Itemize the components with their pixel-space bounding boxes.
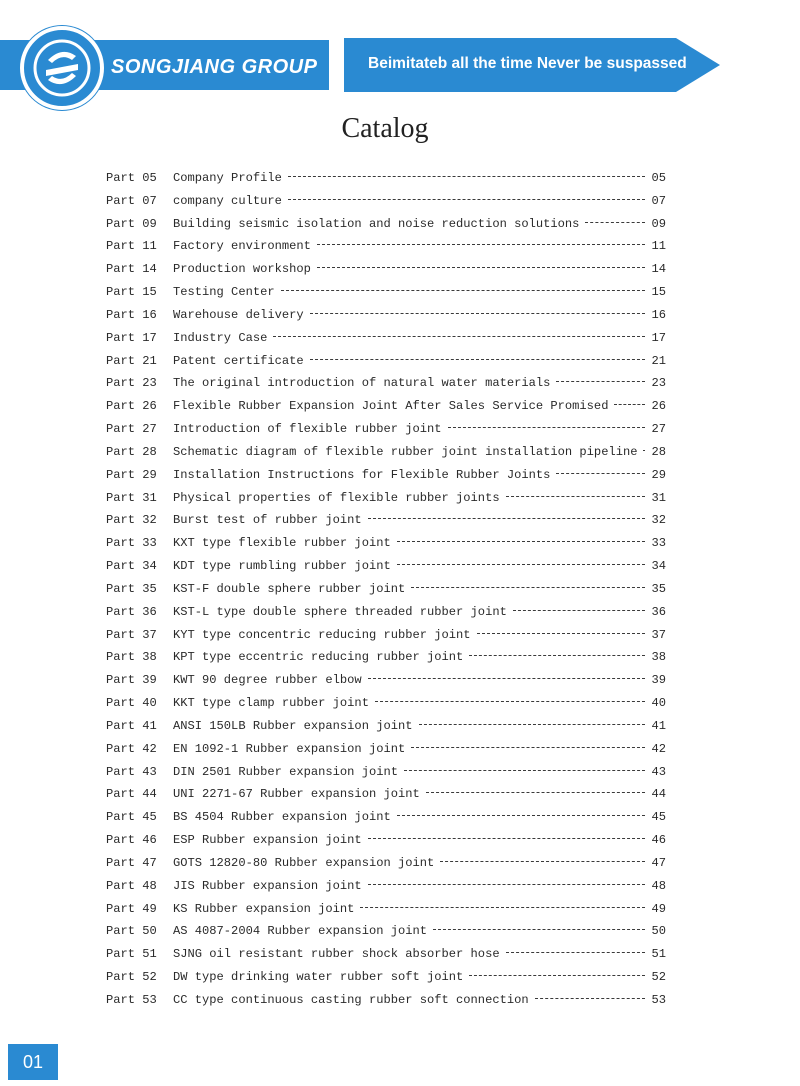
toc-entry-leader	[368, 513, 646, 523]
toc-entry-leader	[368, 879, 646, 889]
toc-entry[interactable]	[106, 582, 666, 605]
toc-entry-title: KWT 90 degree rubber elbow	[173, 673, 362, 688]
toc-entry-title: Building seismic isolation and noise reduction solutions	[173, 216, 580, 231]
toc-entry-leader	[310, 354, 646, 364]
toc-entry[interactable]	[106, 696, 666, 719]
toc-entry-part: Part 40	[106, 696, 157, 711]
toc-entry-page: 05	[651, 171, 666, 185]
toc-entry[interactable]	[106, 285, 666, 308]
toc-entry-leader	[556, 376, 645, 386]
toc-entry[interactable]	[106, 810, 666, 833]
toc-entry-title: EN 1092-1 Rubber expansion joint	[173, 741, 406, 756]
toc-entry-title: ESP Rubber expansion joint	[173, 833, 362, 848]
toc-entry-page: 50	[651, 924, 666, 939]
toc-entry-page: 16	[651, 307, 666, 322]
toc-entry-part: Part 31	[106, 490, 157, 505]
toc-entry-title: company culture	[173, 193, 282, 208]
page-number-badge: 01	[8, 1044, 58, 1080]
toc-entry[interactable]	[106, 376, 666, 399]
toc-entry-title: Patent certificate	[173, 353, 304, 368]
toc-entry-leader	[614, 399, 645, 409]
toc-entry-part: Part 05	[106, 171, 157, 185]
toc-entry-page: 51	[651, 947, 666, 962]
toc-entry-title: SJNG oil resistant rubber shock absorber hose	[173, 947, 500, 962]
toc-entry-page: 43	[651, 764, 666, 779]
toc-entry[interactable]	[106, 879, 666, 902]
toc-entry[interactable]	[106, 628, 666, 651]
toc-entry-title: Introduction of flexible rubber joint	[173, 422, 442, 437]
toc-entry-leader	[310, 308, 646, 318]
toc-entry-leader	[317, 239, 646, 249]
toc-entry[interactable]	[106, 513, 666, 536]
toc-entry-leader	[506, 491, 646, 501]
toc-entry-title: Production workshop	[173, 262, 311, 277]
toc-entry-part: Part 21	[106, 353, 157, 368]
toc-entry-page: 46	[651, 833, 666, 848]
toc-entry[interactable]	[106, 559, 666, 582]
toc-entry-page: 26	[651, 399, 666, 414]
toc-entry-part: Part 17	[106, 330, 157, 345]
slogan-band	[344, 38, 720, 92]
slogan-text: Beimitateb all the time Never be suspassed	[368, 55, 687, 72]
toc-entry-page: 31	[651, 490, 666, 505]
toc-entry-title: KKT type clamp rubber joint	[173, 696, 369, 711]
toc-entry[interactable]	[106, 491, 666, 514]
toc-entry-title: KST-L type double sphere threaded rubber joint	[173, 604, 507, 619]
toc-entry-page: 41	[651, 718, 666, 733]
toc-entry-leader	[556, 468, 645, 478]
toc-entry-page: 23	[651, 376, 666, 391]
toc-entry-page: 44	[651, 787, 666, 802]
toc-entry-leader	[368, 673, 646, 683]
toc-entry-leader	[288, 171, 646, 181]
toc-entry[interactable]	[106, 354, 666, 377]
toc-entry[interactable]	[106, 833, 666, 856]
toc-entry-part: Part 49	[106, 901, 157, 916]
toc-entry-leader	[288, 194, 646, 204]
toc-entry[interactable]	[106, 924, 666, 947]
toc-entry-title: Factory environment	[173, 239, 311, 254]
toc-entry[interactable]	[106, 468, 666, 491]
toc-entry-title: ANSI 150LB Rubber expansion joint	[173, 718, 413, 733]
toc-entry-leader	[585, 217, 645, 227]
toc-entry-leader	[440, 856, 645, 866]
toc-entry-leader	[375, 696, 646, 706]
toc-entry[interactable]	[106, 331, 666, 354]
toc-entry-part: Part 41	[106, 718, 157, 733]
toc-entry-part: Part 28	[106, 444, 157, 459]
toc-entry-title: KST-F double sphere rubber joint	[173, 581, 406, 596]
toc-entry-title: Physical properties of flexible rubber joints	[173, 490, 500, 505]
toc-entry[interactable]	[106, 605, 666, 628]
toc-entry-leader	[273, 331, 645, 341]
toc-entry-leader	[535, 993, 646, 1003]
toc-entry-page: 29	[651, 467, 666, 482]
toc-entry-title: The original introduction of natural water materials	[173, 376, 551, 391]
toc-entry-title: GOTS 12820-80 Rubber expansion joint	[173, 855, 435, 870]
toc-entry[interactable]	[106, 422, 666, 445]
toc-entry[interactable]	[106, 194, 666, 217]
toc-entry-part: Part 29	[106, 467, 157, 482]
toc-entry[interactable]	[106, 787, 666, 810]
toc-entry-leader	[419, 719, 646, 729]
toc-entry-title: Warehouse delivery	[173, 307, 304, 322]
toc-entry[interactable]	[106, 536, 666, 559]
toc-entry-page: 49	[651, 901, 666, 916]
toc-entry-title: UNI 2271-67 Rubber expansion joint	[173, 787, 420, 802]
toc-entry-title: KDT type rumbling rubber joint	[173, 559, 391, 574]
toc-entry-page: 39	[651, 673, 666, 688]
songjiang-logo-icon	[20, 26, 104, 110]
toc-entry-part: Part 39	[106, 673, 157, 688]
toc-entry-page: 09	[651, 216, 666, 231]
toc-entry-part: Part 43	[106, 764, 157, 779]
toc-entry-page: 48	[651, 878, 666, 893]
toc-entry-page: 21	[651, 353, 666, 368]
toc-entry-title: BS 4504 Rubber expansion joint	[173, 810, 391, 825]
toc-entry-title: Flexible Rubber Expansion Joint After Sales Service Promised	[173, 399, 609, 414]
toc-entry-title: Testing Center	[173, 285, 275, 300]
toc-entry-part: Part 14	[106, 262, 157, 277]
toc-entry-part: Part 15	[106, 285, 157, 300]
toc-entry[interactable]	[106, 856, 666, 879]
toc-entry-part: Part 35	[106, 581, 157, 596]
toc-entry-page: 35	[651, 581, 666, 596]
toc-entry[interactable]	[106, 970, 666, 993]
toc-entry[interactable]	[106, 171, 666, 194]
toc-entry-leader	[281, 285, 646, 295]
toc-entry-leader	[397, 810, 646, 820]
toc-entry[interactable]	[106, 673, 666, 696]
toc-entry-part: Part 36	[106, 604, 157, 619]
toc-entry-part: Part 45	[106, 810, 157, 825]
brand-name: SONGJIANG GROUP	[111, 56, 318, 78]
toc-entry-page: 47	[651, 855, 666, 870]
toc-entry-leader	[404, 765, 646, 775]
toc-entry-part: Part 52	[106, 969, 157, 984]
toc-entry-part: Part 44	[106, 787, 157, 802]
toc-entry[interactable]	[106, 399, 666, 422]
toc-entry-part: Part 50	[106, 924, 157, 939]
toc-entry-leader	[643, 445, 645, 455]
toc-entry-page: 34	[651, 559, 666, 574]
toc-entry-part: Part 37	[106, 627, 157, 642]
toc-entry-part: Part 42	[106, 741, 157, 756]
toc-entry-leader	[397, 559, 646, 569]
toc-entry-leader	[317, 262, 646, 272]
toc-entry[interactable]	[106, 742, 666, 765]
toc-entry-part: Part 34	[106, 559, 157, 574]
toc-entry-part: Part 09	[106, 216, 157, 231]
toc-entry[interactable]	[106, 262, 666, 285]
toc-entry-leader	[469, 650, 645, 660]
toc-entry-leader	[411, 742, 645, 752]
toc-entry-page: 32	[651, 513, 666, 528]
toc-entry-part: Part 16	[106, 307, 157, 322]
toc-entry-page: 42	[651, 741, 666, 756]
toc-entry-part: Part 33	[106, 536, 157, 551]
toc-entry-page: 14	[651, 262, 666, 277]
toc-entry-leader	[426, 787, 646, 797]
toc-entry-title: DW type drinking water rubber soft joint	[173, 969, 464, 984]
toc-entry[interactable]	[106, 308, 666, 331]
toc-entry-title: Installation Instructions for Flexible Rubber Joints	[173, 467, 551, 482]
toc-entry-title: KYT type concentric reducing rubber joint	[173, 627, 471, 642]
toc-entry-title: KS Rubber expansion joint	[173, 901, 355, 916]
toc-entry-leader	[513, 605, 646, 615]
toc-entry-title: JIS Rubber expansion joint	[173, 878, 362, 893]
toc-entry-part: Part 48	[106, 878, 157, 893]
toc-entry-part: Part 07	[106, 193, 157, 208]
toc-entry-title: KXT type flexible rubber joint	[173, 536, 391, 551]
toc-entry-page: 15	[651, 285, 666, 300]
toc-entry-part: Part 47	[106, 855, 157, 870]
toc-entry[interactable]	[106, 217, 666, 240]
toc-entry-title: DIN 2501 Rubber expansion joint	[173, 764, 398, 779]
toc-entry-title: Schematic diagram of flexible rubber joint installation pipeline	[173, 444, 638, 459]
toc-entry[interactable]	[106, 445, 666, 468]
toc-entry-leader	[411, 582, 645, 592]
toc-entry-part: Part 23	[106, 376, 157, 391]
toc-entry-page: 07	[651, 193, 666, 208]
toc-entry-part: Part 32	[106, 513, 157, 528]
page-title: Catalog	[341, 113, 429, 144]
toc-entry-page: 33	[651, 536, 666, 551]
toc-entry[interactable]	[106, 650, 666, 673]
toc-entry-title: Industry Case	[173, 330, 268, 345]
toc-entry-leader	[360, 902, 645, 912]
toc-entry-part: Part 26	[106, 399, 157, 414]
toc-entry-page: 52	[651, 969, 666, 984]
toc-entry-page: 36	[651, 604, 666, 619]
toc-entry-title: Company Profile	[173, 171, 282, 185]
toc-entry-part: Part 46	[106, 833, 157, 848]
toc-entry-part: Part 51	[106, 947, 157, 962]
toc-entry-part: Part 53	[106, 992, 157, 1007]
toc-entry-leader	[477, 628, 646, 638]
toc-entry-page: 40	[651, 696, 666, 711]
toc-entry-leader	[448, 422, 646, 432]
toc-entry-page: 53	[651, 992, 666, 1007]
toc-entry-leader	[368, 833, 646, 843]
toc-entry-part: Part 38	[106, 650, 157, 665]
toc-entry[interactable]	[106, 993, 666, 1016]
toc-entry[interactable]	[106, 902, 666, 925]
toc-entry-page: 27	[651, 422, 666, 437]
toc-entry-title: Burst test of rubber joint	[173, 513, 362, 528]
toc-entry[interactable]	[106, 239, 666, 262]
toc-entry-leader	[433, 924, 645, 934]
toc-entry[interactable]	[106, 719, 666, 742]
toc-entry[interactable]	[106, 947, 666, 970]
toc-entry-page: 11	[651, 239, 666, 254]
toc-entry-title: CC type continuous casting rubber soft connection	[173, 992, 529, 1007]
toc-entry-part: Part 27	[106, 422, 157, 437]
toc-entry-leader	[469, 970, 645, 980]
page-header	[0, 38, 800, 92]
toc-entry-page: 28	[651, 444, 666, 459]
toc-entry-page: 17	[651, 330, 666, 345]
toc-entry-page: 45	[651, 810, 666, 825]
toc-entry-title: KPT type eccentric reducing rubber joint	[173, 650, 464, 665]
toc-entry-page: 37	[651, 627, 666, 642]
table-of-contents	[106, 171, 666, 1016]
toc-entry-title: AS 4087-2004 Rubber expansion joint	[173, 924, 428, 939]
toc-entry[interactable]	[106, 765, 666, 788]
toc-entry-leader	[506, 947, 646, 957]
toc-entry-leader	[397, 536, 646, 546]
toc-entry-page: 38	[651, 650, 666, 665]
toc-entry-part: Part 11	[106, 239, 157, 254]
